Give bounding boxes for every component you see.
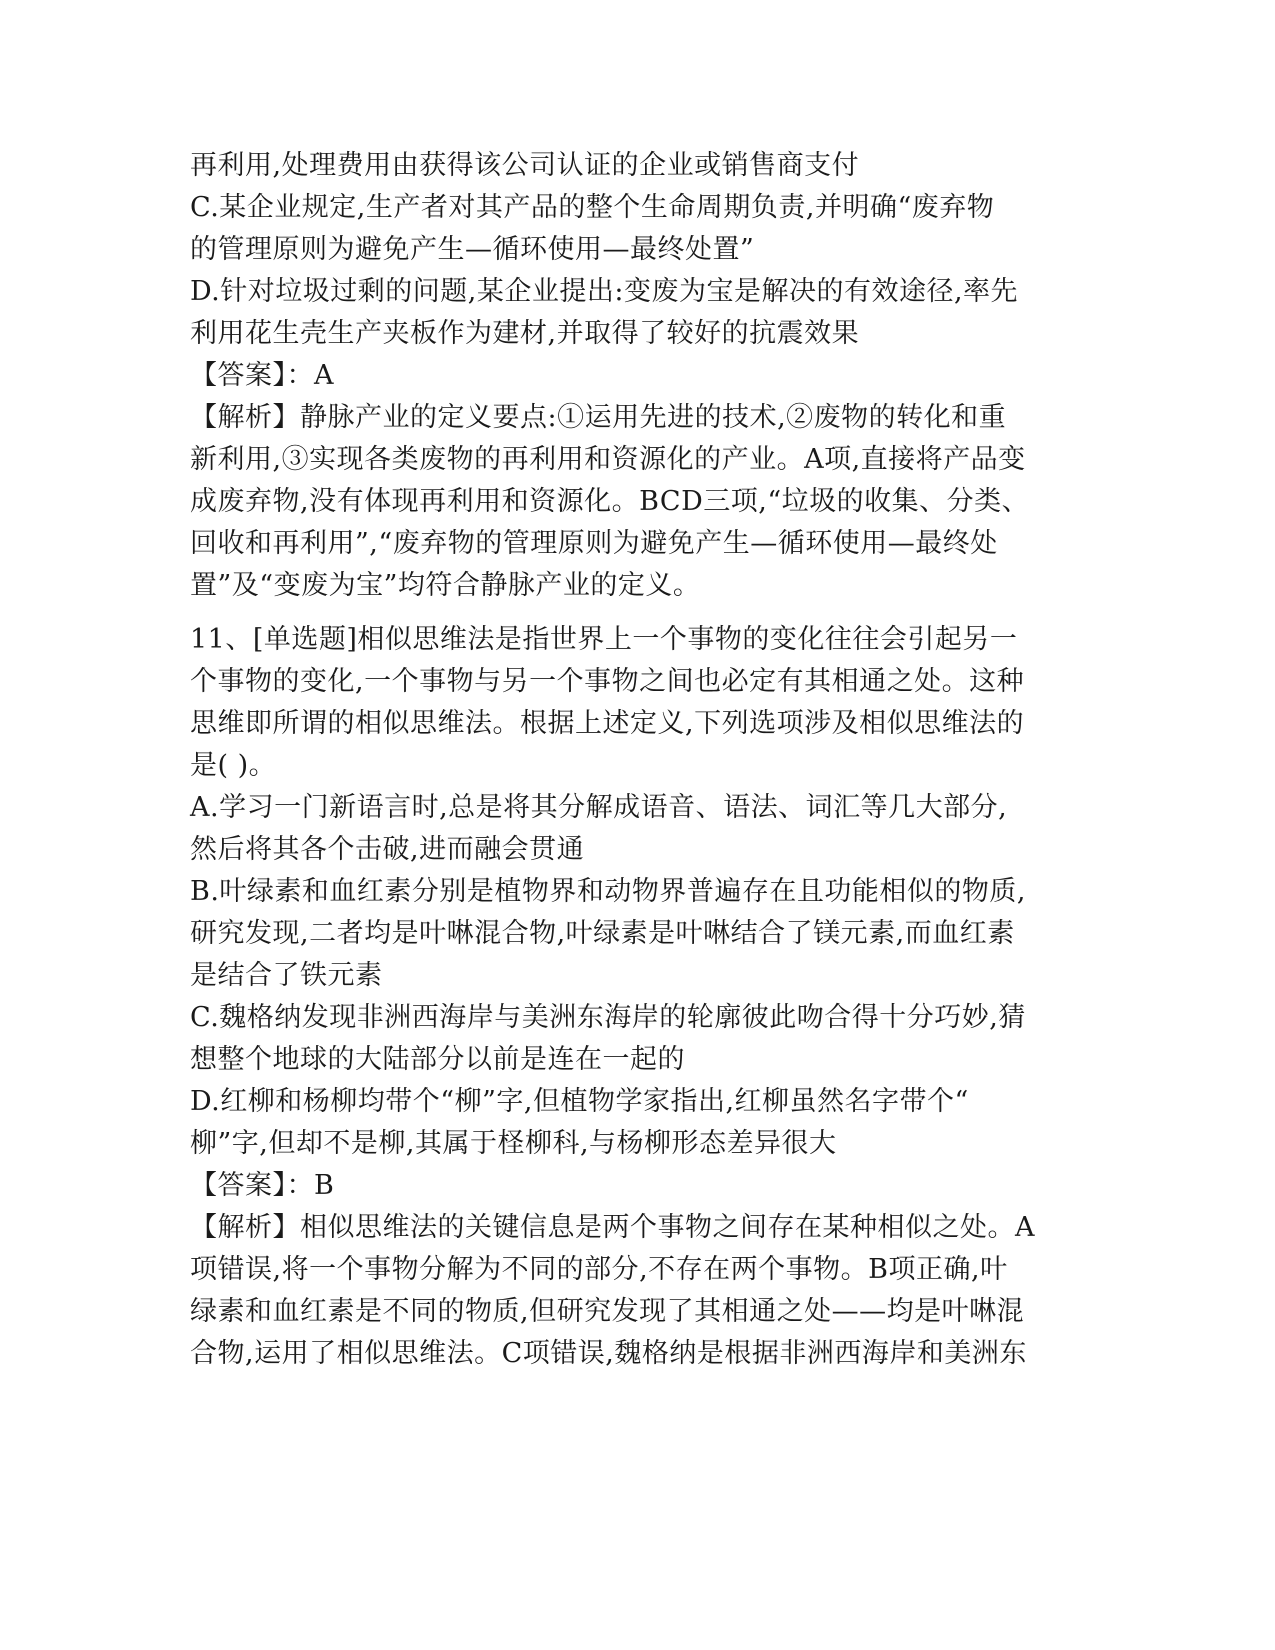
q11-option-d-line-2: 柳”字,但却不是柳,其属于柽柳科,与杨柳形态差异很大 bbox=[190, 1128, 837, 1159]
q11-analysis-line-3: 绿素和血红素是不同的物质,但研究发现了其相通之处——均是叶啉混 bbox=[190, 1296, 1025, 1327]
q11-analysis-line-1: 【解析】相似思维法的关键信息是两个事物之间存在某种相似之处。A bbox=[190, 1212, 1035, 1243]
prev-option-d-line-1: D.针对垃圾过剩的问题,某企业提出:变废为宝是解决的有效途径,率先 bbox=[190, 276, 1019, 307]
q11-option-d-line-1: D.红柳和杨柳均带个“柳”字,但植物学家指出,红柳虽然名字带个“ bbox=[190, 1086, 969, 1117]
q11-answer: 【答案】：B bbox=[190, 1170, 335, 1201]
q11-option-b-line-1: B.叶绿素和血红素分别是植物界和动物界普遍存在且功能相似的物质, bbox=[190, 876, 1027, 907]
q11-stem-line-2: 个事物的变化,一个事物与另一个事物之间也必定有其相通之处。这种 bbox=[190, 666, 1025, 697]
q11-option-a-line-1: A.学习一门新语言时,总是将其分解成语音、语法、词汇等几大部分, bbox=[190, 792, 1008, 823]
q11-stem-line-3: 思维即所谓的相似思维法。根据上述定义,下列选项涉及相似思维法的 bbox=[190, 708, 1025, 739]
q11-option-c-line-1: C.魏格纳发现非洲西海岸与美洲东海岸的轮廓彼此吻合得十分巧妙,猜 bbox=[190, 1002, 1026, 1033]
prev-option-d-line-2: 利用花生壳生产夹板作为建材,并取得了较好的抗震效果 bbox=[190, 318, 860, 349]
q11-option-b-line-3: 是结合了铁元素 bbox=[190, 960, 383, 991]
q11-analysis-line-4: 合物,运用了相似思维法。C项错误,魏格纳是根据非洲西海岸和美洲东 bbox=[190, 1338, 1027, 1369]
prev-option-c-line-1: C.某企业规定,生产者对其产品的整个生命周期负责,并明确“废弃物 bbox=[190, 192, 995, 223]
prev-option-c-line-2: 的管理原则为避免产生—循环使用—最终处置” bbox=[190, 234, 755, 265]
prev-analysis-line-5: 置”及“变废为宝”均符合静脉产业的定义。 bbox=[190, 570, 701, 601]
prev-analysis-line-3: 成废弃物,没有体现再利用和资源化。BCD三项,“垃圾的收集、分类、 bbox=[190, 486, 1030, 517]
q11-analysis-line-2: 项错误,将一个事物分解为不同的部分,不存在两个事物。B项正确,叶 bbox=[190, 1254, 1008, 1285]
q11-stem-line-4: 是( )。 bbox=[190, 750, 277, 781]
prev-option-b-continued: 再利用,处理费用由获得该公司认证的企业或销售商支付 bbox=[190, 150, 860, 181]
prev-analysis-line-2: 新利用,③实现各类废物的再利用和资源化的产业。A项,直接将产品变 bbox=[190, 444, 1026, 475]
prev-analysis-line-1: 【解析】静脉产业的定义要点:①运用先进的技术,②废物的转化和重 bbox=[190, 402, 1007, 433]
q11-option-c-line-2: 想整个地球的大陆部分以前是连在一起的 bbox=[190, 1044, 685, 1075]
q11-stem-line-1: 11、[单选题]相似思维法是指世界上一个事物的变化往往会引起另一 bbox=[190, 624, 1018, 655]
prev-answer: 【答案】：A bbox=[190, 360, 334, 391]
q11-option-b-line-2: 研究发现,二者均是叶啉混合物,叶绿素是叶啉结合了镁元素,而血红素 bbox=[190, 918, 1015, 949]
q11-option-a-line-2: 然后将其各个击破,进而融会贯通 bbox=[190, 834, 585, 865]
prev-analysis-line-4: 回收和再利用”,“废弃物的管理原则为避免产生—循环使用—最终处 bbox=[190, 528, 998, 559]
